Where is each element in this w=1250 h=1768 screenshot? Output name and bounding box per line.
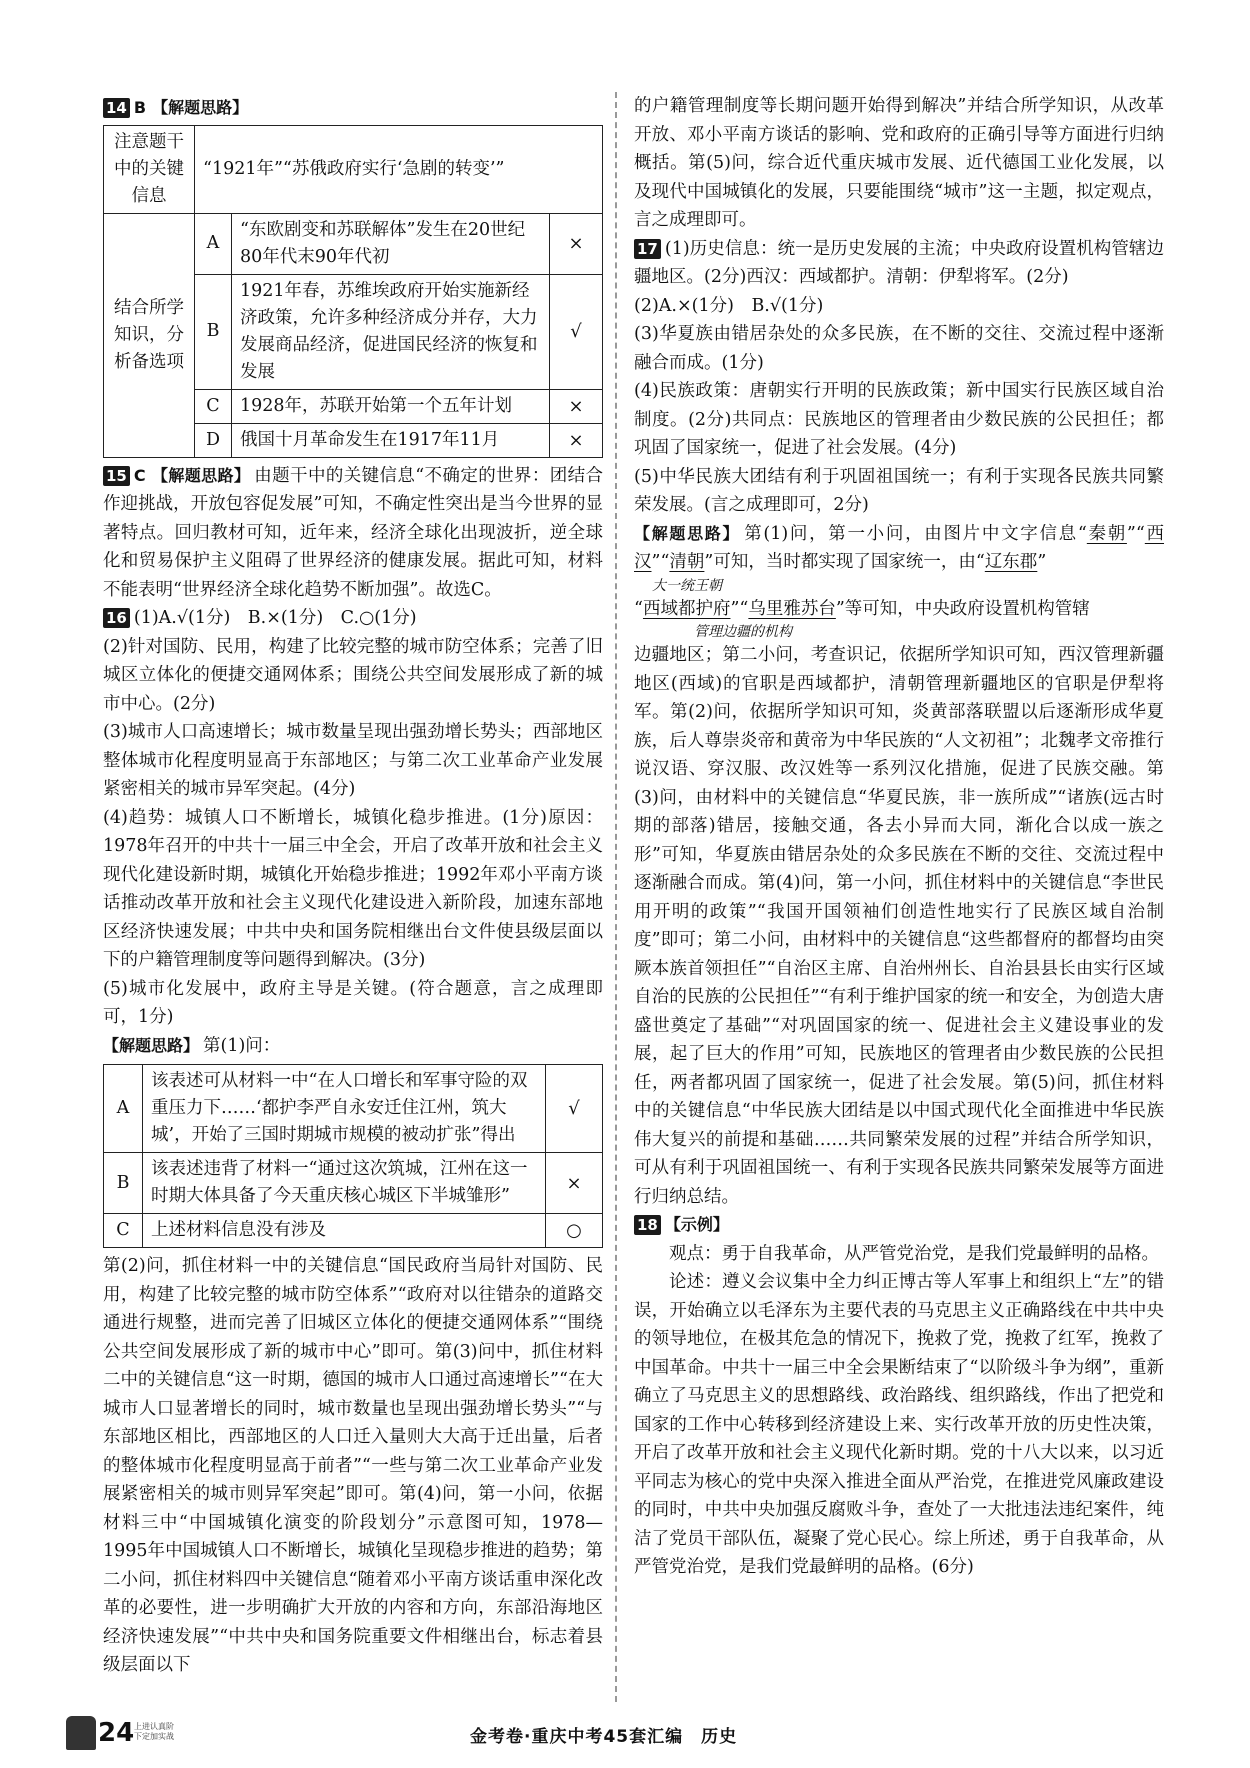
q16-part-1-text: (1)A.√(1分) B.×(1分) C.○(1分): [133, 608, 417, 628]
footer-title: 金考卷·重庆中考45套汇编 历史: [470, 1727, 738, 1747]
q16-row-letter: A: [104, 1065, 143, 1153]
q14-tag: 【解题思路】: [152, 98, 249, 117]
q16-row-text: 该表述可从材料一中“在人口增长和军事守险的双重压力下……‘都护李严自永安迁住江州，筑大城’，开始了三国时期城市规模的被动扩张”得出: [143, 1065, 546, 1153]
q14-option-mark: √: [550, 274, 603, 389]
q17-number: 17: [634, 239, 661, 259]
q16-row-text: 上述材料信息没有涉及: [143, 1214, 546, 1248]
q16-row-letter: C: [104, 1214, 143, 1248]
page-footer: [0, 1712, 1250, 1762]
q15-tag: 【解题思路】: [151, 465, 251, 485]
q16-table: [103, 1064, 603, 1248]
q17-underlined: 西汉: [634, 523, 1165, 572]
q14-option-a: [104, 213, 603, 274]
q17-text-seg: ”: [1037, 552, 1047, 572]
q17-text-seg: ”“: [730, 598, 749, 619]
q16-number: 16: [103, 608, 130, 628]
page-number: 24: [98, 1718, 135, 1748]
q16-part-4: (4)趋势：城镇人口不断增长，城镇化稳步推进。(1分)原因：1978年召开的中共十一届三中全会，开启了改革开放和社会主义现代化建设新时期，城镇化开始稳步推进；1992年邓小平南方谈话推动改革开放和社会主义现代化建设进入新阶段，加速东部地区经济快速发展；中共中央和国务院相继出台文件使县级层面以下的户籍管理制度等问题得到解决。(3分): [103, 807, 603, 970]
q16-tag: 【解题思路】: [103, 1035, 200, 1055]
q14-option-text: 1928年，苏联开始第一个五年计划: [232, 389, 550, 423]
q17-underlined: 辽东郡: [984, 552, 1038, 572]
q17-underlined: 清朝: [669, 552, 705, 572]
q17-underlined: 西域都护府: [642, 598, 731, 619]
mascot-logo-icon: [66, 1716, 96, 1750]
q16-analysis-continued: 的户籍管理制度等长期问题开始得到解决”并结合所学知识，从改革开放、邓小平南方谈话的影响、党和政府的正确引导等方面进行归纳概括。第(5)问，综合近代重庆城市发展、近代德国工业化发展，以及现代中国城镇化的发展，只要能围绕“城市”这一主题，拟定观点，言之成理即可。: [634, 96, 1164, 230]
q16-row-mark: √: [546, 1065, 603, 1153]
q16-part-2: (2)针对国防、民用，构建了比较完整的城市防空体系；完善了旧城区立体化的便捷交通网体系；围绕公共空间发展形成了新的城市中心。(2分): [103, 636, 603, 714]
right-column: [634, 92, 1164, 1582]
q14-option-letter: C: [195, 389, 232, 423]
q14-header: [103, 94, 603, 123]
q15-text: 由题干中的关键信息“不确定的世界：团结合作迎挑战，开放包容促发展”可知，不确定性突出是当今世界的显著特点。回归教材可知，近年来，经济全球化出现波折，逆全球化和贸易保护主义阻碍了世界经济的健康发展。据此可知，材料不能表明“世界经济全球化趋势不断加强”。故选C。: [103, 465, 603, 600]
q14-option-letter: B: [195, 274, 232, 389]
q17-analysis-rest: 边疆地区；第二小问，考查识记，依据所学知识可知，西汉管理新疆地区(西域)的官职是西域都护，清朝管理新疆地区的官职是伊犁将军。第(2)问，依据所学知识可知，炎黄部落联盟以后逐渐形成华夏族，后人尊崇炎帝和黄帝为中华民族的“人文初祖”；北魏孝文帝推行说汉语、穿汉服、改汉姓等一系列汉化措施，促进了民族交融。第(3)问，由材料中的关键信息“华夏民族，非一族所成”“诸族(远古时期的部落)错居，接触交通，各去小异而大同，渐化合以成一族之形”可知，华夏族由错居杂处的众多民族在不断的交往、交流过程中逐渐融合而成。第(4)问，第一小问，抓住材料中的关键信息“李世民用开明的政策”“我国开国领袖们创造性地实行了民族区域自治制度”即可；第二小问，由材料中的关键信息“这些都督府的都督均由突厥本族首领担任”“自治区主席、自治州州长、自治县县长由实行区域自治的民族的公民担任”“有利于维护国家的统一和安全，为创造大唐盛世奠定了基础”“对巩固国家的统一、促进社会主义建设事业的发展，起了巨大的作用”可知，民族地区的管理者由少数民族的公民担任，两者都巩固了国家统一，促进了社会发展。第(5)问，抓住材料中的关键信息“中华民族大团结是以中国式现代化全面推进中华民族伟大复兴的前提和基础……共同繁荣发展的过程”并结合所学知识，可从有利于巩固祖国统一、有利于实现各民族共同繁荣发展等方面进行归纳总结。: [634, 645, 1164, 1207]
q15-number: 15: [103, 466, 130, 486]
q18-viewpoint: 观点：勇于自我革命，从严管党治党，是我们党最鲜明的品格。: [669, 1243, 1159, 1264]
q18-number: 18: [634, 1215, 661, 1235]
q17-underlined: 秦朝: [1086, 523, 1127, 544]
q16-row-text: 该表述违背了材料一“通过这次筑城，江州在这一时期大体具备了今天重庆核心城区下半城雏形”: [143, 1153, 546, 1214]
q16-part-3: (3)城市人口高速增长；城市数量呈现出强劲增长势头；西部地区整体城市化程度明显高于东部地区；与第二次工业革命产业发展紧密相关的城市异军突起。(4分): [103, 722, 603, 799]
q17-part-1-text: (1)历史信息：统一是历史发展的主流；中央政府设置机构管辖边疆地区。(2分)西汉：西域都护。清朝：伊犁将军。(2分): [634, 238, 1164, 287]
q16-tag-rest: 第(1)问：: [203, 1035, 281, 1056]
q16-part-5: (5)城市化发展中，政府主导是关键。(符合题意，言之成理即可，1分): [103, 978, 603, 1027]
q18-header: [634, 1211, 1164, 1240]
q17-part-5: (5)中华民族大团结有利于巩固祖国统一；有利于实现各民族共同繁荣发展。(言之成理即可，2分): [634, 466, 1164, 515]
footer-slogan: [134, 1722, 174, 1742]
q17-text-seg: 第(1)问，第一小问，由图片中文字信息“: [744, 523, 1087, 544]
q14-option-text: “东欧剧变和苏联解体”发生在20世纪80年代末90年代初: [232, 213, 550, 274]
q16-analysis-header: [103, 1032, 603, 1061]
q14-option-letter: A: [195, 213, 232, 274]
q16-row-mark: ○: [546, 1214, 603, 1248]
q17-part-3: (3)华夏族由错居杂处的众多民族，在不断的交往、交流过程中逐渐融合而成。(1分): [634, 324, 1164, 373]
footer-slogan-line: 下定加实战: [134, 1732, 174, 1741]
q17-handwritten-note-2: 管理边疆的机构: [694, 624, 792, 640]
q17-text-seg: ”“: [1126, 523, 1145, 544]
q14-option-mark: ×: [550, 389, 603, 423]
q14-key-text: “1921年”“苏俄政府实行‘急剧的转变’”: [195, 125, 603, 213]
q15-answer: C: [133, 465, 146, 485]
left-column: [103, 92, 603, 1680]
q16-row-a: [104, 1065, 603, 1153]
q16-row-c: [104, 1214, 603, 1248]
q16-part-1: [103, 604, 603, 633]
q14-option-text: 俄国十月革命发生在1917年11月: [232, 423, 550, 457]
q14-analysis-label: 结合所学知识，分析备选项: [104, 213, 195, 457]
q14-option-mark: ×: [550, 213, 603, 274]
q14-key-label: 注意题干中的关键信息: [104, 125, 195, 213]
footer-slogan-line: 上进认真阶: [134, 1722, 174, 1731]
q17-part-4: (4)民族政策：唐朝实行开明的民族政策；新中国实行民族区域自治制度。(2分)共同点：民族地区的管理者由少数民族的公民担任；都巩固了国家统一，促进了社会发展。(4分): [634, 381, 1164, 458]
q14-option-letter: D: [195, 423, 232, 457]
q17-handwritten-note-1: 大一统王朝: [652, 577, 722, 594]
q17-text-seg: ”“: [651, 552, 670, 572]
q17-text-seg: “: [634, 598, 643, 619]
q17-text-seg: ”可知，当时都实现了国家统一，由“: [704, 552, 985, 572]
q16-row-mark: ×: [546, 1153, 603, 1214]
q14-option-mark: ×: [550, 423, 603, 457]
q14-table: [103, 125, 603, 458]
q18-argument: 论述：遵义会议集中全力纠正博古等人军事上和组织上“左”的错误，开始确立以毛泽东为主要代表的马克思主义正确路线在中共中央的领导地位，在极其危急的情况下，挽救了党，挽救了红军，挽救了中国革命。中共十一届三中全会果断结束了“以阶级斗争为纲”，重新确立了马克思主义的思想路线、政治路线、组织路线，作出了把党和国家的工作中心转移到经济建设上来、实行改革开放的历史性决策，开启了改革开放和社会主义现代化新时期。党的十八大以来，以习近平同志为核心的党中央深入推进全面从严治党，在推进党风廉政建设的同时，中共中央加强反腐败斗争，查处了一大批违法违纪案件，纯洁了党员干部队伍，凝聚了党心民心。综上所述，勇于自我革命，从严管党治党，是我们党最鲜明的品格。(6分): [634, 1272, 1164, 1577]
q14-answer: B: [133, 98, 147, 117]
q14-option-text: 1921年春，苏维埃政府开始实施新经济政策，允许多种经济成分并存，大力发展商品经济，促进国民经济的恢复和发展: [232, 274, 550, 389]
q17-underlined: 乌里雅苏台: [748, 598, 836, 619]
column-divider: [615, 92, 617, 1702]
q17-analysis-line-2: [634, 595, 1164, 624]
q16-analysis-text: 第(2)问，抓住材料一中的关键信息“国民政府当局针对国防、民用，构建了比较完整的城市防空体系”“政府对以往错杂的道路交通进行规整，进而完善了旧城区立体化的便捷交通网体系”“围绕公共空间发展形成了新的城市中心”即可。第(3)问中，抓住材料二中的关键信息“这一时期，德国的城市人口通过高速增长”“在大城市人口显著增长的同时，城市数量也呈现出强劲增长势头”“与东部地区相比，西部地区的人口迁入量则大大高于迁出量，后者的整体城市化程度明显高于前者”“一些与第二次工业革命产业发展紧密相关的城市则异军突起”即可。第(4)问，第一小问，依据材料三中“中国城镇化演变的阶段划分”示意图可知，1978—1995年中国城镇人口不断增长，城镇化呈现稳步推进的趋势；第二小问，抓住材料四中关键信息“随着邓小平南方谈话重申深化改革的必要性，进一步明确扩大开放的内容和方向，东部沿海地区经济快速发展”“中共中央和国务院重要文件相继出台，标志着县级层面以下: [103, 1256, 603, 1675]
q17-text-seg: ”等可知，中央政府设置机构管辖: [835, 598, 1090, 619]
q14-key-row: [104, 125, 603, 213]
q17-tag: 【解题思路】: [634, 523, 741, 543]
q16-row-b: [104, 1153, 603, 1214]
q17-analysis: [634, 520, 1164, 577]
q14-number: 14: [103, 98, 130, 118]
q17-part-1: [634, 235, 1164, 292]
q15-block: [103, 462, 603, 605]
q16-row-letter: B: [104, 1153, 143, 1214]
q18-tag: 【示例】: [664, 1215, 729, 1234]
q17-part-2: (2)A.×(1分) B.√(1分): [634, 295, 824, 316]
